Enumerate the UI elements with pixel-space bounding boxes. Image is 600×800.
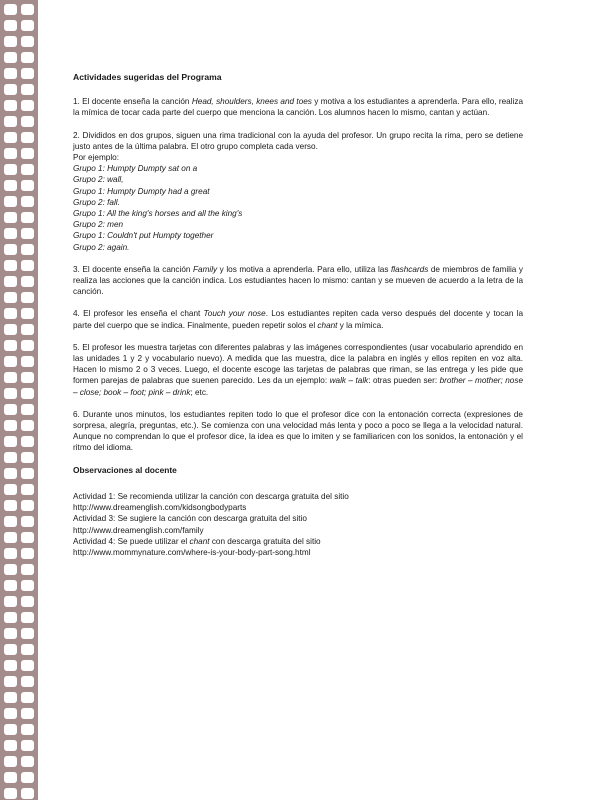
decorative-hole: [21, 452, 34, 463]
decorative-hole: [4, 644, 17, 655]
decorative-hole: [4, 132, 17, 143]
decorative-hole: [21, 356, 34, 367]
decorative-hole: [4, 724, 17, 735]
decorative-hole: [4, 260, 17, 271]
decorative-hole: [4, 20, 17, 31]
decorative-hole: [21, 724, 34, 735]
decorative-hole: [4, 340, 17, 351]
text-segment: con descarga gratuita del sitio: [209, 536, 321, 546]
decorative-hole: [21, 212, 34, 223]
text-segment: Actividad 1: Se recomienda utilizar la canción con descarga gratuita del sitio: [73, 491, 349, 501]
text-segment: . Los estudiantes repiten cada verso después del docente y tocan la parte del cuerpo que se indica. Finalmente, pueden repetir solos el: [73, 309, 524, 330]
note-line: [73, 502, 523, 513]
decorative-hole: [4, 372, 17, 383]
decorative-hole: [4, 676, 17, 687]
decorative-hole: [21, 388, 34, 399]
note-line: [73, 525, 523, 536]
decorative-hole: [4, 452, 17, 463]
decorative-hole: [21, 532, 34, 543]
rhyme-line: Grupo 1: Humpty Dumpty sat on a: [73, 164, 198, 174]
decorative-hole: [21, 692, 34, 703]
text-segment: de miembros de familia y realiza las acciones que la canción indica. Los estudiantes hacen lo mismo: cantan y se mueven de acuerdo a la letra de la canción.: [73, 264, 523, 297]
rhyme-line: Grupo 1: Humpty Dumpty had a great: [73, 186, 210, 196]
italic-text: flashcards: [391, 264, 429, 274]
activity-3: [73, 264, 523, 298]
note-line: [73, 547, 523, 558]
italic-text: walk – talk: [329, 376, 369, 386]
note-line: [73, 536, 523, 547]
decorative-hole: [21, 340, 34, 351]
decorative-hole: [21, 484, 34, 495]
decorative-hole: [21, 244, 34, 255]
decorative-hole: [21, 660, 34, 671]
rhyme-line: Grupo 1: Couldn't put Humpty together: [73, 231, 214, 241]
decorative-hole: [4, 52, 17, 63]
decorative-hole: [21, 548, 34, 559]
decorative-hole: [4, 548, 17, 559]
decorative-hole: [21, 116, 34, 127]
decorative-hole: [4, 292, 17, 303]
decorative-hole: [21, 500, 34, 511]
decorative-hole: [4, 532, 17, 543]
text-segment: http://www.dreamenglish.com/kidsongbodyparts: [73, 503, 247, 513]
italic-text: Head, shoulders, knees and toes: [191, 97, 312, 107]
decorative-hole: [21, 628, 34, 639]
text-segment: y la mímica.: [337, 320, 384, 330]
decorative-hole: [21, 260, 34, 271]
decorative-hole: [21, 36, 34, 47]
page-title: Actividades sugeridas del Programa: [73, 72, 222, 82]
decorative-hole: [21, 148, 34, 159]
decorative-hole: [21, 228, 34, 239]
decorative-hole: [21, 52, 34, 63]
rhyme-line: Grupo 2: men: [73, 220, 124, 230]
decorative-hole: [4, 740, 17, 751]
decorative-hole: [4, 388, 17, 399]
decorative-hole: [21, 772, 34, 783]
italic-text: brother – mother; nose – close; book – foot; pink – drink: [73, 376, 523, 397]
decorative-hole: [21, 420, 34, 431]
decorative-hole: [21, 580, 34, 591]
decorative-hole: [21, 468, 34, 479]
decorative-side-strip: [0, 0, 38, 800]
decorative-hole: [21, 292, 34, 303]
activity-4: [73, 308, 523, 330]
text-segment: y los motiva a aprenderla. Para ello, utiliza las: [217, 264, 391, 274]
decorative-hole: [4, 116, 17, 127]
activity-2: [73, 130, 523, 253]
decorative-hole: [4, 36, 17, 47]
decorative-hole: [21, 612, 34, 623]
decorative-hole: [21, 100, 34, 111]
activity-1: [73, 96, 523, 118]
decorative-hole: [21, 372, 34, 383]
decorative-hole: [4, 164, 17, 175]
text-segment: Actividad 4: Se puede utilizar el: [73, 536, 190, 546]
note-line: [73, 491, 523, 502]
text-segment: 2. Divididos en dos grupos, siguen una rima tradicional con la ayuda del profesor. Un grupo recita la rima, pero se detiene justo antes de la última palabra. El otro grupo completa cada verso.: [73, 130, 523, 151]
decorative-hole: [4, 84, 17, 95]
decorative-hole: [21, 404, 34, 415]
decorative-hole: [4, 564, 17, 575]
decorative-hole: [21, 516, 34, 527]
example-intro: Por ejemplo:: [73, 153, 119, 163]
decorative-hole: [4, 756, 17, 767]
text-segment: y motiva a los estudiantes a aprenderla. Para ello, realiza la mímica de tocar cada parte del cuerpo que menciona la canción. Los alumnos hacen lo mismo, cantan y actúan.: [73, 97, 523, 118]
text-segment: http://www.mommynature.com/where-is-your-body-part-song.html: [73, 547, 311, 557]
rhyme-line: Grupo 2: wall,: [73, 175, 124, 185]
text-segment: ; etc.: [190, 387, 209, 397]
decorative-hole: [21, 276, 34, 287]
decorative-hole: [21, 644, 34, 655]
decorative-hole: [21, 564, 34, 575]
decorative-hole: [21, 68, 34, 79]
note-line: [73, 513, 523, 524]
decorative-hole: [4, 276, 17, 287]
decorative-hole: [4, 468, 17, 479]
decorative-hole: [21, 788, 34, 799]
teacher-notes: [73, 491, 523, 558]
decorative-hole: [4, 356, 17, 367]
decorative-hole: [21, 164, 34, 175]
rhyme-line: Grupo 2: fall.: [73, 197, 120, 207]
italic-text: chant: [189, 536, 210, 546]
text-segment: 4. El profesor les enseña el chant: [73, 309, 204, 319]
activity-5: [73, 342, 523, 398]
text-segment: Actividad 3: Se sugiere la canción con descarga gratuita del sitio: [73, 514, 307, 524]
decorative-hole: [21, 740, 34, 751]
decorative-hole: [4, 228, 17, 239]
decorative-hole: [4, 484, 17, 495]
decorative-hole: [4, 68, 17, 79]
decorative-hole: [4, 660, 17, 671]
decorative-hole: [4, 100, 17, 111]
decorative-hole: [4, 244, 17, 255]
decorative-hole: [4, 148, 17, 159]
decorative-hole: [21, 308, 34, 319]
italic-text: Family: [193, 264, 218, 274]
decorative-hole: [21, 756, 34, 767]
decorative-hole: [4, 4, 17, 15]
text-segment: 3. El docente enseña la canción: [73, 264, 194, 274]
decorative-hole: [4, 692, 17, 703]
decorative-hole: [21, 596, 34, 607]
decorative-hole: [21, 4, 34, 15]
decorative-hole: [21, 436, 34, 447]
decorative-hole: [4, 196, 17, 207]
notes-heading: Observaciones al docente: [73, 464, 177, 475]
decorative-hole: [4, 180, 17, 191]
decorative-hole: [4, 212, 17, 223]
text-segment: 1. El docente enseña la canción: [73, 97, 192, 107]
decorative-hole: [4, 580, 17, 591]
decorative-hole: [4, 596, 17, 607]
decorative-hole: [4, 628, 17, 639]
decorative-hole: [4, 308, 17, 319]
decorative-hole: [21, 20, 34, 31]
rhyme-line: Grupo 2: again.: [73, 242, 130, 252]
decorative-hole: [4, 772, 17, 783]
decorative-hole: [21, 196, 34, 207]
decorative-hole: [4, 708, 17, 719]
decorative-hole: [21, 676, 34, 687]
decorative-hole: [21, 324, 34, 335]
text-segment: : otras pueden ser:: [368, 376, 440, 386]
decorative-hole: [21, 180, 34, 191]
rhyme-line: Grupo 1: All the king's horses and all the king's: [73, 209, 243, 219]
text-segment: 6. Durante unos minutos, los estudiantes repiten todo lo que el profesor dice con la entonación correcta (expresiones de sorpresa, alegría, preguntas, etc.). Se comienza con una velocidad más lenta y poco a poco se llega a la velocidad natural. Aunque no comprendan lo que el profesor dice, la idea es que lo imiten y se familiaricen con los sonidos, la entonación y el ritmo del idioma.: [73, 409, 523, 453]
decorative-hole: [4, 500, 17, 511]
text-segment: http://www.dreamenglish.com/family: [73, 525, 204, 535]
text-segment: 5. El profesor les muestra tarjetas con diferentes palabras y las imágenes correspondientes (usar vocabulario aprendido en las unidades 1 y 2 y vocabulario nuevo). A medida que las muestra, dice la palabra en inglés y ellos repiten en voz alta. Hacen lo mismo 2 o 3 veces. Luego, el docente escoge las tarjetas de palabras que riman, se las entrega y les pide que formen parejas de palabras que suenen parecido. Les da un ejemplo:: [73, 342, 523, 386]
document-body: [73, 72, 523, 558]
activities-list: [73, 96, 523, 453]
decorative-hole: [21, 84, 34, 95]
decorative-hole: [4, 420, 17, 431]
decorative-hole: [4, 324, 17, 335]
decorative-hole: [4, 788, 17, 799]
decorative-hole: [4, 436, 17, 447]
italic-text: chant: [317, 320, 338, 330]
decorative-hole: [21, 708, 34, 719]
decorative-hole: [4, 612, 17, 623]
decorative-hole: [4, 516, 17, 527]
italic-text: Touch your nose: [203, 309, 266, 319]
decorative-hole: [4, 404, 17, 415]
decorative-hole: [21, 132, 34, 143]
activity-6: [73, 409, 523, 454]
